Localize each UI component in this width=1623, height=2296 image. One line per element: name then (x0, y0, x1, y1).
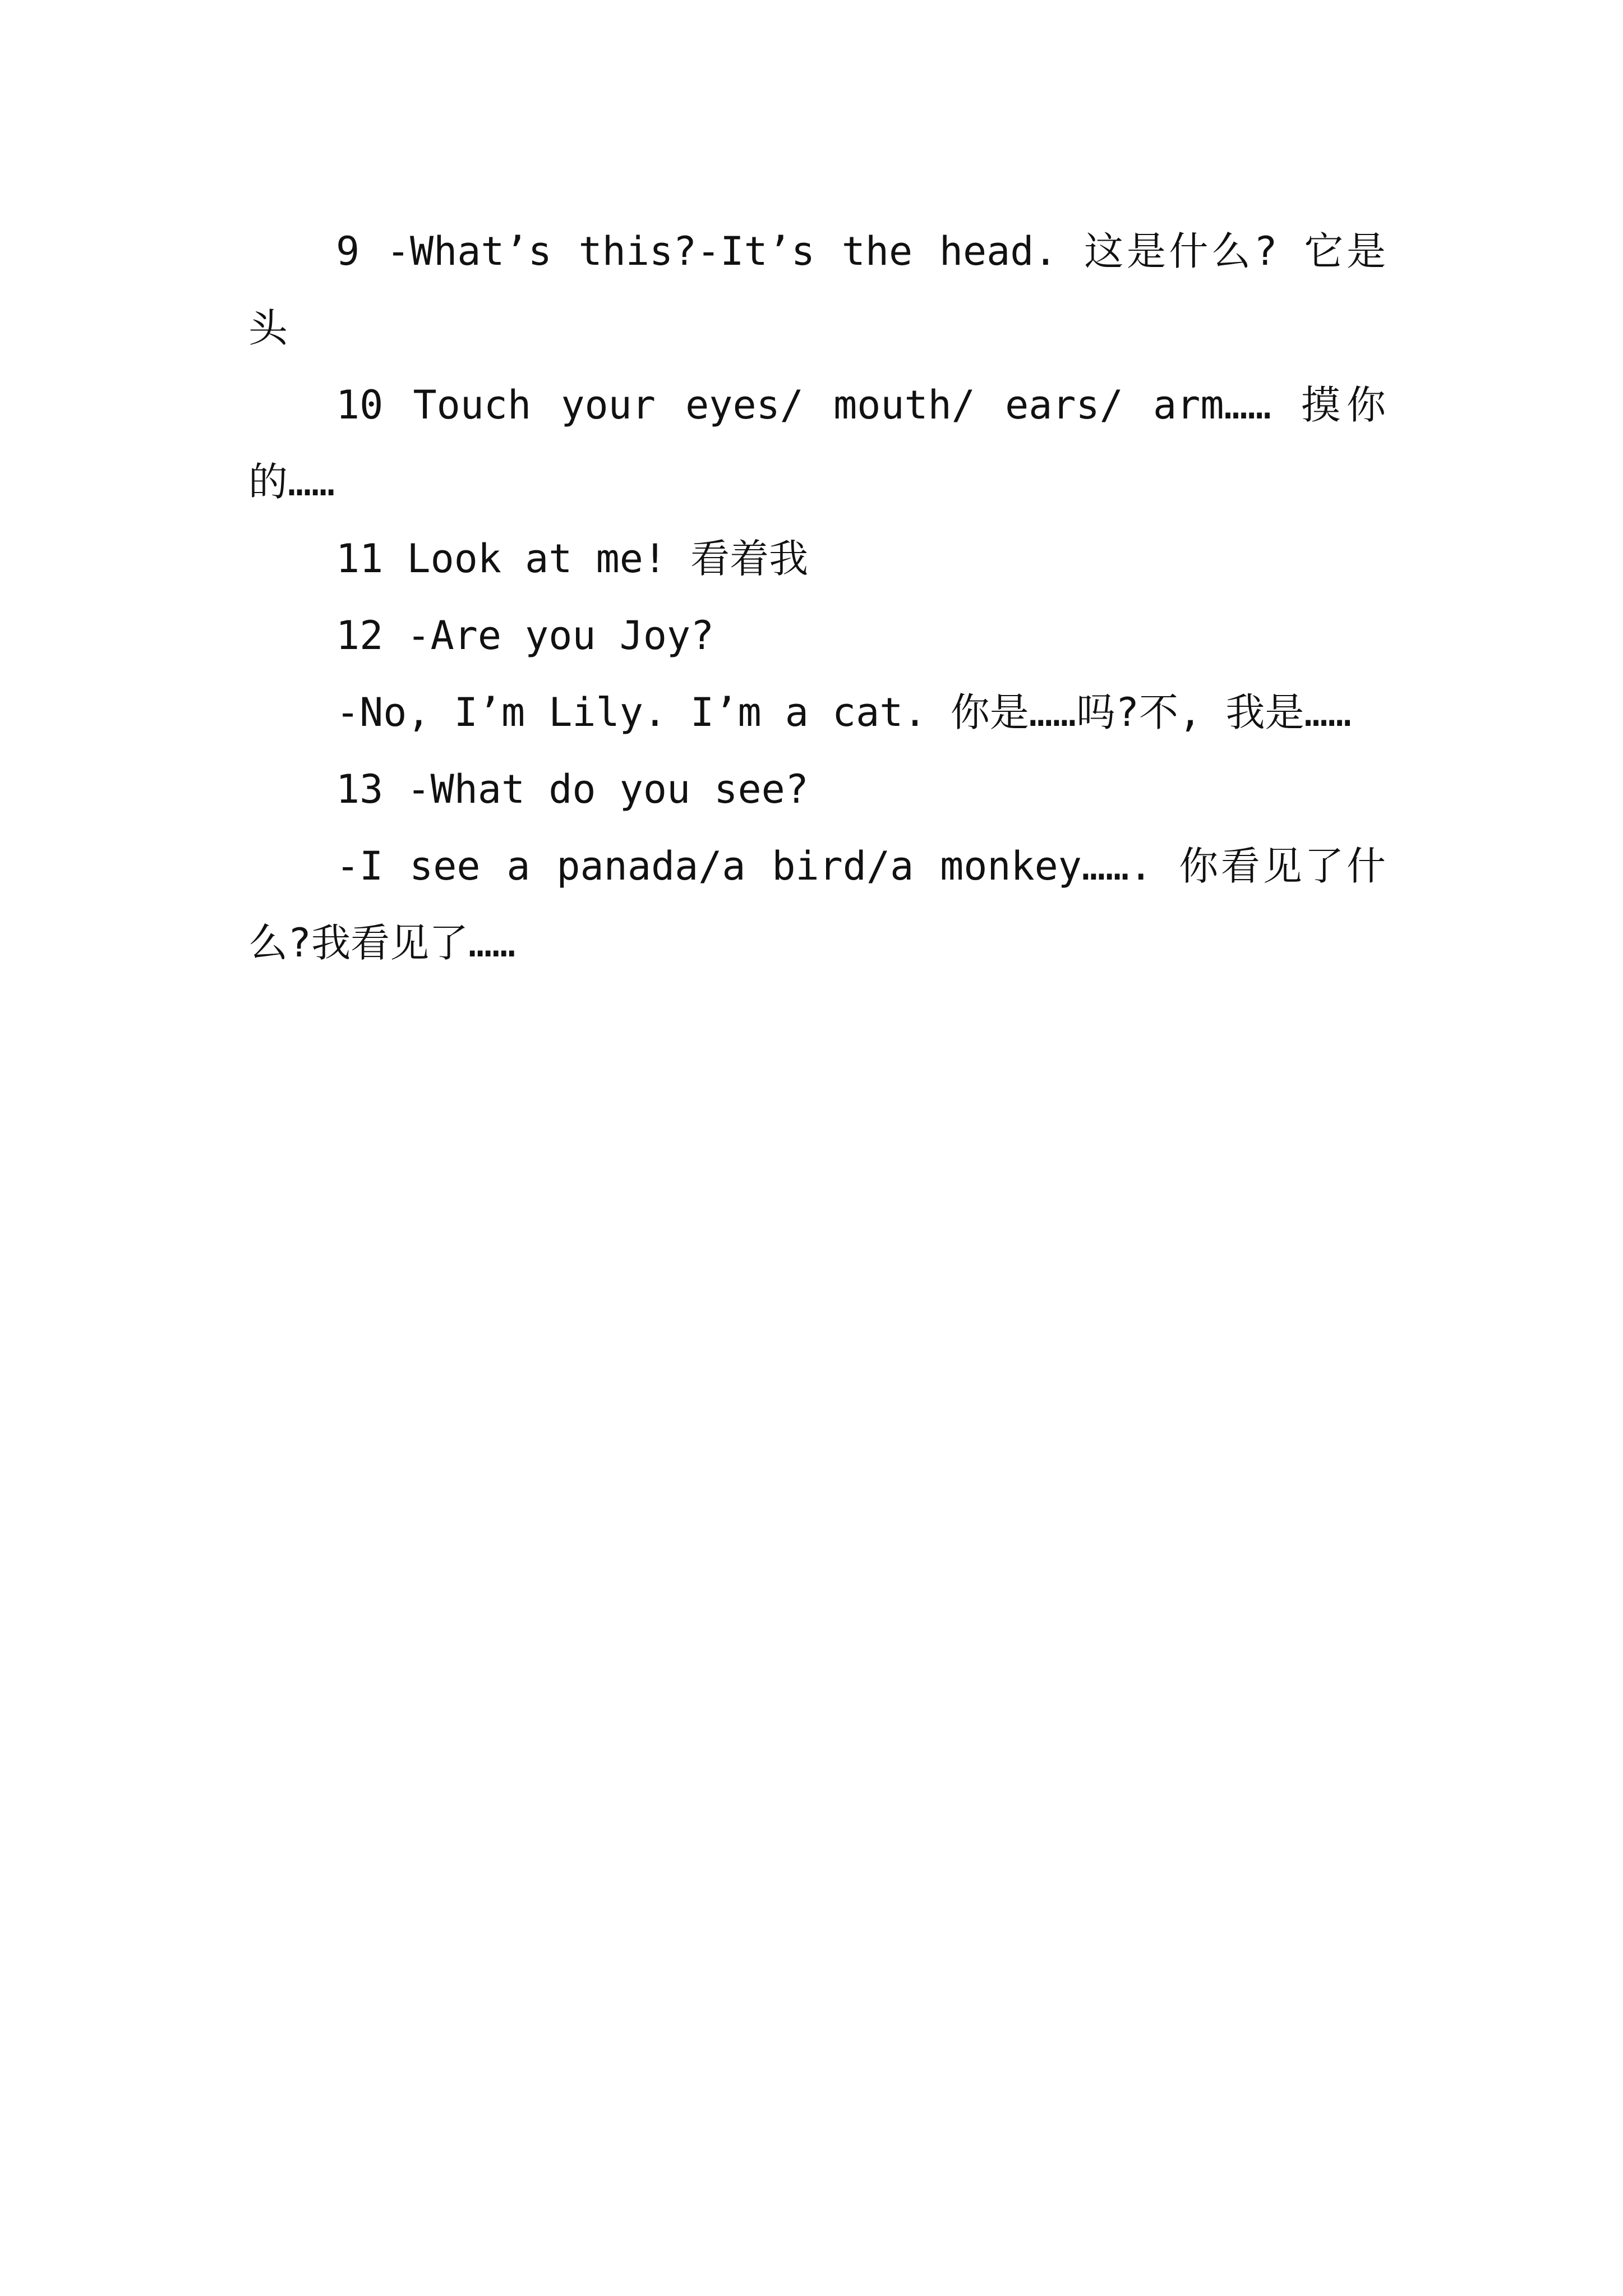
paragraph-item-9: 9 -What’s this?-It’s the head. 这是什么? 它是头 (248, 228, 1386, 351)
document-body (248, 213, 1386, 982)
paragraph-item-12: 12 -Are you Joy? (336, 613, 714, 659)
paragraph-item-10: 10 Touch your eyes/ mouth/ ears/ arm…… 摸你的…… (248, 382, 1386, 505)
paragraph-item-11: 11 Look at me! 看着我 (336, 536, 809, 582)
paragraph-item-13: 13 -What do you see? (336, 766, 809, 812)
paragraph-item-12-reply: -No, I’m Lily. I’m a cat. 你是……吗?不, 我是…… (336, 689, 1352, 735)
paragraph-item-13-reply: -I see a panada/a bird/a monkey……. 你看见了什么?我看见了…… (248, 843, 1386, 966)
